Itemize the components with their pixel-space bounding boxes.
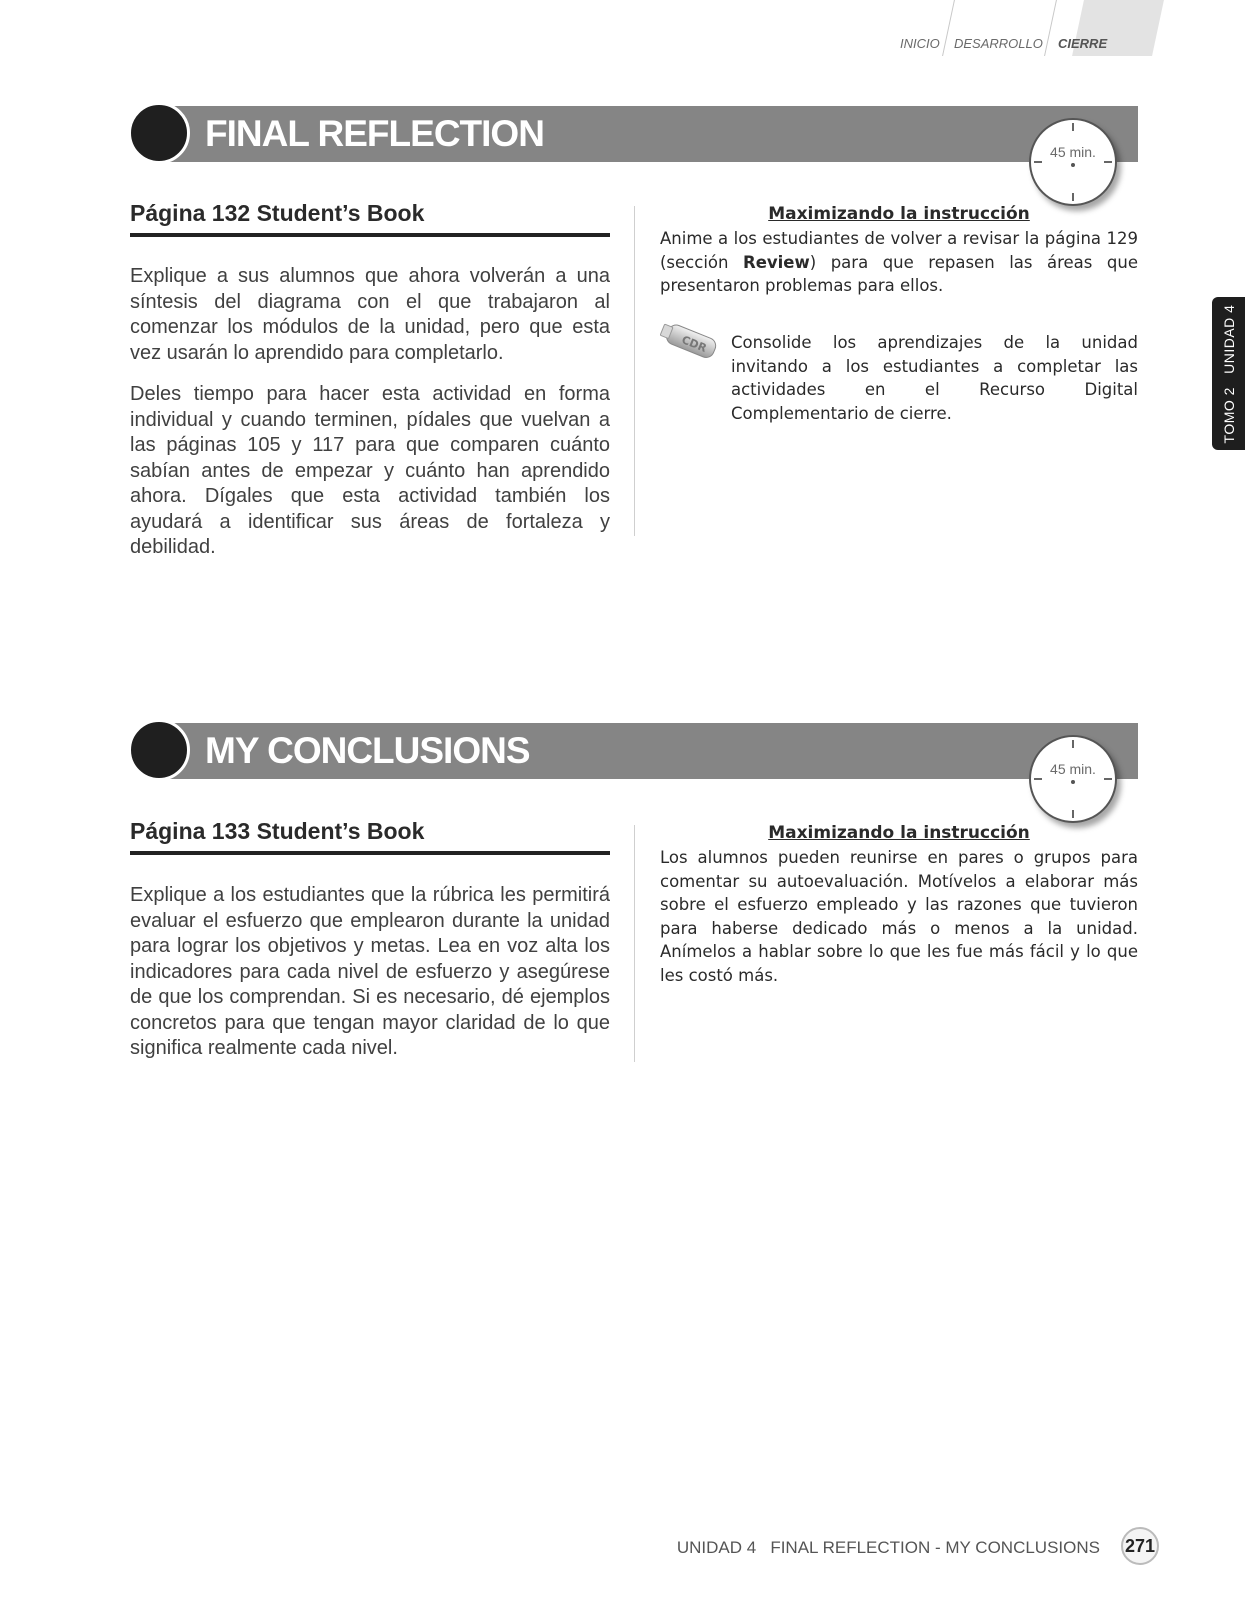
clock-icon xyxy=(1029,735,1117,823)
side-tab xyxy=(1212,297,1245,450)
tip-heading: Maximizando la instrucción xyxy=(768,823,1030,843)
cdr-text: Consolide los aprendizajes de la unidad invitando a los estudiantes a completar las actividades en el Recurso Digital Complementario de cierre. xyxy=(731,333,1138,423)
column-divider xyxy=(634,825,635,1062)
section-title: MY CONCLUSIONS xyxy=(205,730,530,771)
tip-heading: Maximizando la instrucción xyxy=(768,204,1030,224)
page-heading: Página 133 Student’s Book xyxy=(130,818,610,855)
banner-bullet xyxy=(128,719,190,781)
banner-bullet xyxy=(128,102,190,164)
cdr-label: CDR xyxy=(679,333,709,355)
crumb-cierre: CIERRE xyxy=(1058,36,1108,51)
page-number: 271 xyxy=(1121,1527,1159,1565)
side-tab-label: TOMO 2 UNIDAD 4 xyxy=(1220,304,1237,443)
page-heading: Página 132 Student’s Book xyxy=(130,200,610,237)
cdr-usb-icon xyxy=(660,322,726,362)
tip-text xyxy=(660,227,1138,298)
crumb-inicio: INICIO xyxy=(900,36,940,51)
duration-label: 45 min. xyxy=(1050,761,1096,777)
paragraph: Explique a los estudiantes que la rúbrica les permitirá evaluar el esfuerzo que emplearon durante la unidad para lograr los objetivos y metas. Lea en voz alta los indicadores para cada nivel de esfuerzo y asegúrese de que los comprendan. Si es necesario, dé ejemplos concretos para que tengan mayor claridad de lo que significa realmente cada nivel. xyxy=(130,884,610,1059)
paragraph: Explique a sus alumnos que ahora volverán a una síntesis del diagrama con el que trabajaron al comenzar los módulos de la unidad, pero que esta vez usarán lo aprendido para completarlo. xyxy=(130,265,610,364)
tip-text-part: Anime a los estudiantes de volver a revisar la página 129 (sección xyxy=(660,229,1138,272)
tip-text-bold: Review xyxy=(743,252,810,272)
paragraph: Deles tiempo para hacer esta actividad en forma individual y cuando terminen, pídales que vuelvan a las páginas 105 y 117 para que comparen cuánto sabían antes de empezar y cuánto han aprendido ahora. Dígales que esta actividad también los ayudará a identificar sus áreas de fortaleza y debilidad. xyxy=(130,383,610,558)
crumb-divider xyxy=(1044,0,1057,56)
tip-text: Los alumnos pueden reunirse en pares o grupos para comentar su autoevaluación. Motívelos a elaborar más sobre el esfuerzo empleado y las razones que tuvieron para haberse dedicado más o menos a la unidad. Anímelos a hablar sobre lo que les fue más fácil y lo que les costó más. xyxy=(660,848,1138,985)
clock-icon xyxy=(1029,118,1117,206)
footer-label: UNIDAD 4 FINAL REFLECTION - MY CONCLUSIONS xyxy=(676,1538,1100,1557)
crumb-desarrollo: DESARROLLO xyxy=(954,36,1043,51)
duration-label: 45 min. xyxy=(1050,144,1096,160)
section-banner-my-conclusions xyxy=(130,721,1138,781)
section-banner-final-reflection xyxy=(130,104,1138,164)
tip-text-part: ) para que repasen las áreas que presentaron problemas para ellos. xyxy=(660,252,1138,295)
section-title: FINAL REFLECTION xyxy=(205,113,544,154)
column-divider xyxy=(634,206,635,536)
